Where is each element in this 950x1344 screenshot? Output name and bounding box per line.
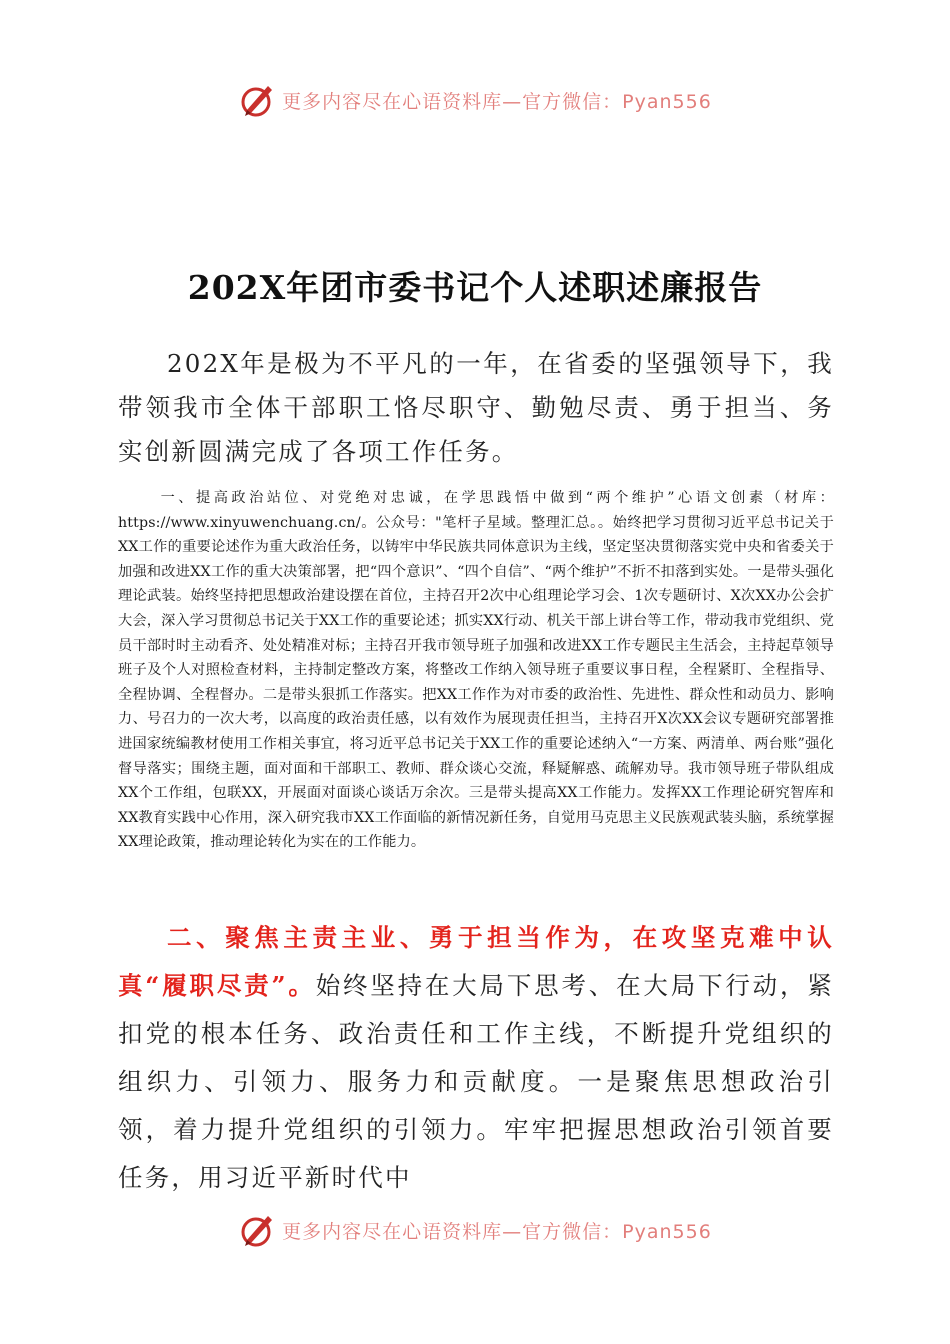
section-2-body: 始终坚持在大局下思考、在大局下行动，紧扣党的根本任务、政治责任和工作主线，不断提升党组织的组织力、引领力、服务力和贡献度。一是聚焦思想政治引领，着力提升党组织的引领力。牢牢把握思想政治引领首要任务，用习近平新时代中	[118, 971, 834, 1192]
pen-logo-icon	[238, 1210, 278, 1250]
watermark-text: 更多内容尽在心语资料库—官方微信：Pyan556	[282, 90, 712, 113]
watermark-text: 更多内容尽在心语资料库—官方微信：Pyan556	[282, 1220, 712, 1243]
watermark-header	[0, 80, 950, 120]
section-1-paragraph: 一、提高政治站位、对党绝对忠诚，在学思践悟中做到“两个维护”心语文创素（材库：https://www.xinyuwenchuang.cn/。公众号："笔杆子星域。整理汇总。。始终把学习贯彻习近平总书记关于XX工作的重要论述作为重大政治任务，以铸牢中华民族共同体意识为主线，坚定坚决贯彻落实党中央和省委关于加强和改进XX工作的重大决策部署，把“四个意识”、“四个自信”、“两个维护”不折不扣落到实处。一是带头强化理论武装。始终坚持把思想政治建设摆在首位，主持召开2次中心组理论学习会、1次专题研讨、X次XX办公会扩大会，深入学习贯彻总书记关于XX工作的重要论述；抓实XX行动、机关干部上讲台等工作，带动我市党组织、党员干部时时主动看齐、处处精准对标；主持召开我市领导班子加强和改进XX工作专题民主生活会，主持起草领导班子及个人对照检查材料，主持制定整改方案，将整改工作纳入领导班子重要议事日程，全程紧盯、全程指导、全程协调、全程督办。二是带头狠抓工作落实。把XX工作作为对市委的政治性、先进性、群众性和动员力、影响力、号召力的一次大考，以高度的政治责任感，以有效作为展现责任担当，主持召开X次XX会议专题研究部署推进国家统编教材使用工作相关事宜，将习近平总书记关于XX工作的重要论述纳入“一方案、两清单、两台账”强化督导落实；围绕主题，面对面和干部职工、教师、群众谈心交流，释疑解惑、疏解劝导。我市领导班子带队组成XX个工作组，包联XX，开展面对面谈心谈话万余次。三是带头提高XX工作能力。发挥XX工作理论研究智库和XX教育实践中心作用，深入研究我市XX工作面临的新情况新任务，自觉用马克思主义民族观武装头脑，系统掌握XX理论政策，推动理论转化为实在的工作能力。	[118, 490, 834, 851]
section-2-paragraph	[118, 914, 834, 1202]
document-title: 202X年团市委书记个人述职述廉报告	[187, 268, 763, 307]
intro-paragraph: 202X年是极为不平凡的一年，在省委的坚强领导下，我带领我市全体干部职工恪尽职守、勤勉尽责、勇于担当、务实创新圆满完成了各项工作任务。	[118, 349, 834, 466]
watermark-footer	[0, 1210, 950, 1250]
pen-logo-icon	[238, 80, 278, 120]
section-2-heading: 二、聚焦主责主业、勇于担当作为，在攻坚克难中认真“履职尽责”。	[118, 923, 834, 1000]
